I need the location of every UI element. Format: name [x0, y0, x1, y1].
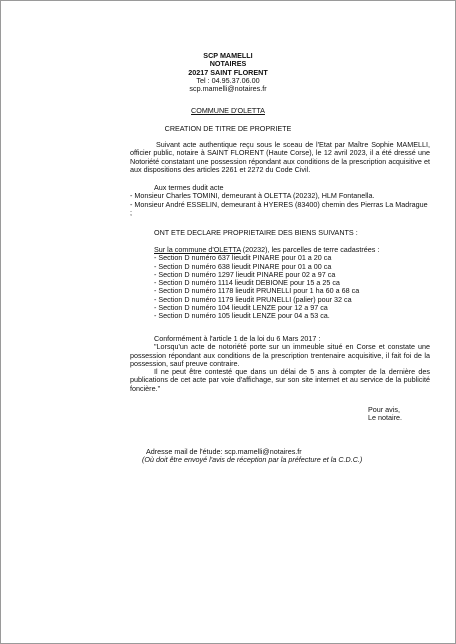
parcels-commune: Sur la commune d'OLETTA — [154, 245, 241, 254]
firm-title: NOTAIRES — [209, 59, 247, 69]
parcel-item: - Section D numéro 1114 lieudit DEBIONE pour 15 a 25 ca — [154, 278, 340, 288]
signature-block — [368, 406, 402, 423]
party-2: - Monsieur André ESSELIN, demeurant à HYERES (83400) chemin des Pierras La Madrague ; — [130, 199, 428, 217]
law-quote-2: Il ne peut être contesté que dans un délai de 5 ans à compter de la dernière des publications de cet acte par voie d'affichage, sur son site internet et au service de la publicité foncière." — [130, 367, 430, 393]
parcel-item: - Section D numéro 105 lieudit LENZE pour 04 a 53 ca. — [154, 311, 330, 321]
footer-note: (Où doit être envoyé l'avis de réception par la préfecture et la C.D.C.) — [142, 455, 363, 465]
document-title: CREATION DE TITRE DE PROPRIETE — [164, 124, 292, 133]
footer-address: Adresse mail de l'étude: scp.mamelli@notaires.fr — [146, 447, 302, 456]
declared-heading: ONT ETE DECLARE PROPRIETAIRE DES BIENS SUIVANTS : — [154, 228, 358, 237]
firm-phone: Tel : 04.95.37.06.00 — [196, 75, 260, 85]
law-intro: Conformément à l'article 1 de la loi du 6 Mars 2017 : — [154, 334, 321, 343]
signature-line-2: Le notaire. — [368, 413, 402, 423]
intro-paragraph: Suivant acte authentique reçu sous le sceau de l'Etat par Maître Sophie MAMELLI, officier public, notaire à SAINT FLORENT (Haute Corse), le 12 avril 2023, il a été dressé une Notoriété constatant une possession répondant aux conditions de la prescription acquisitive et aux dispositions des articles 2261 et 2272 du Code Civil. — [130, 140, 430, 174]
letterhead — [0, 52, 456, 93]
parties-heading: Aux termes dudit acte — [154, 183, 224, 192]
firm-city: 20217 SAINT FLORENT — [188, 67, 268, 77]
law-quote: "Lorsqu'un acte de notoriété porte sur un immeuble situé en Corse et constate une possession répondant aux conditions de la prescription trentenaire acquisitive, il fait foi de la possession, sauf preuve contraire. — [130, 342, 430, 368]
law-block — [130, 335, 430, 393]
parcel-item: - Section D numéro 1178 lieudit PRUNELLI pour 1 ha 60 a 68 ca — [154, 286, 360, 296]
parcel-item: - Section D numéro 104 lieudit LENZE pour 12 a 97 ca — [154, 303, 328, 313]
declared-line — [130, 229, 430, 237]
signature-line-1: Pour avis, — [368, 405, 400, 414]
party-1: - Monsieur Charles TOMINI, demeurant à OLETTA (20232), HLM Fontanella. — [130, 191, 375, 201]
parcels-block — [130, 246, 430, 321]
firm-name: SCP MAMELLI — [203, 51, 253, 60]
parcel-item: - Section D numéro 1179 lieudit PRUNELLI (palier) pour 32 ca — [154, 294, 352, 304]
parties-block — [130, 184, 430, 217]
parcel-item: - Section D numéro 1297 lieudit PINARE pour 02 a 97 ca — [154, 269, 336, 279]
commune-heading: COMMUNE D'OLETTA — [191, 106, 265, 115]
firm-email: scp.mamelli@notaires.fr — [189, 84, 267, 94]
parcels-heading-rest: (20232), les parcelles de terre cadastrées : — [240, 245, 380, 254]
footer-block — [142, 447, 436, 465]
parcel-item: - Section D numéro 638 lieudit PINARE pour 01 a 00 ca — [154, 261, 332, 271]
parcel-item: - Section D numéro 637 lieudit PINARE pour 01 a 20 ca — [154, 253, 332, 263]
